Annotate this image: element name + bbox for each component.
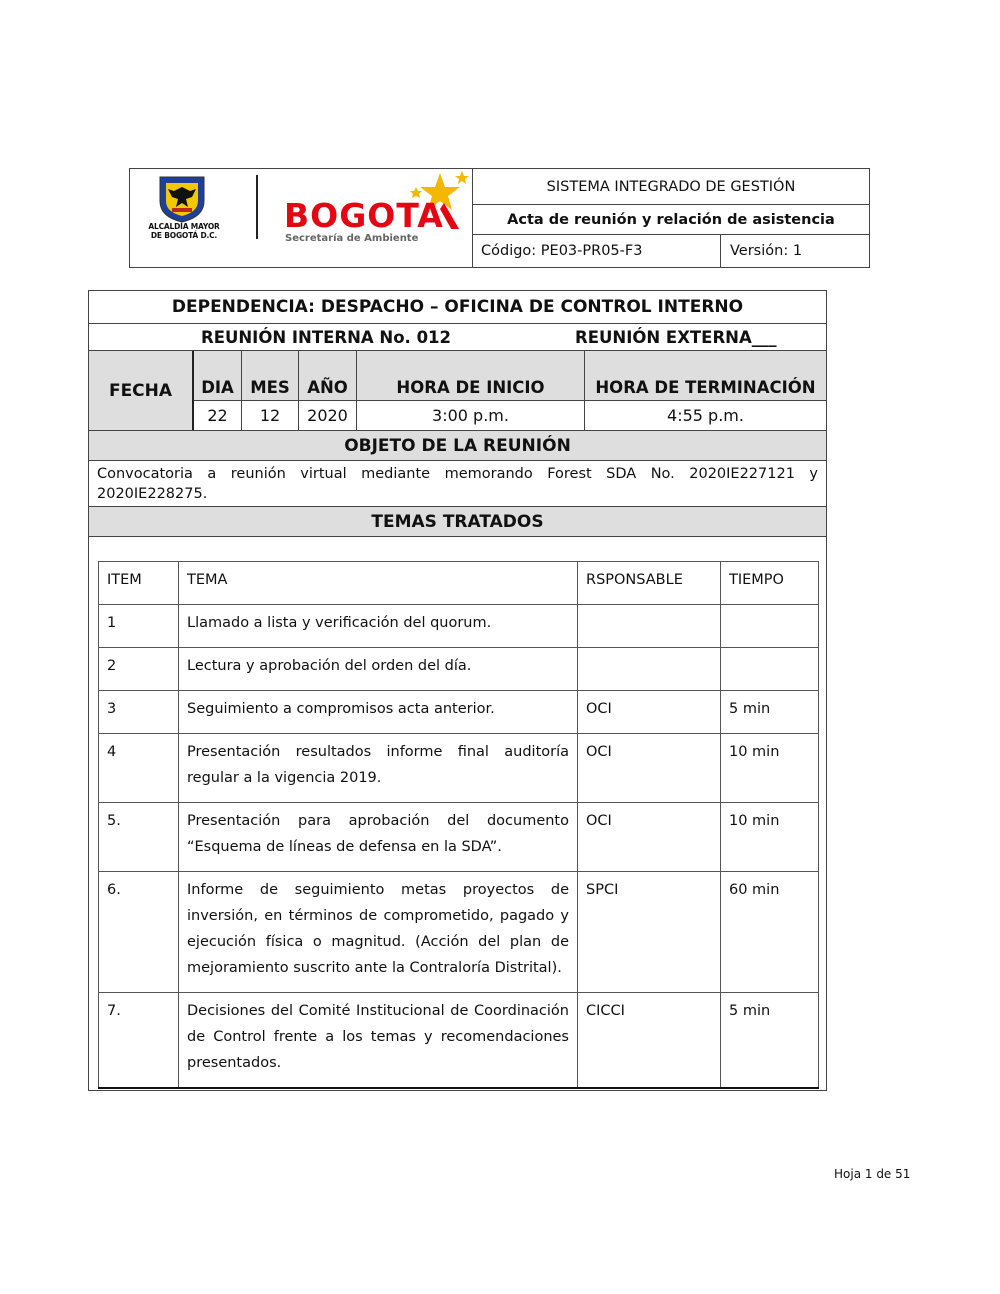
col-tiempo-header: TIEMPO: [721, 562, 819, 605]
ano-header: AÑO: [299, 351, 357, 400]
mes-header: MES: [242, 351, 299, 400]
tiempo-cell: 5 min: [721, 691, 819, 734]
tema-cell: Seguimiento a compromisos acta anterior.: [179, 691, 578, 734]
reunion-externa: REUNIÓN EXTERNA___: [575, 327, 777, 347]
col-item-header: ITEM: [99, 562, 179, 605]
header-info: [473, 169, 869, 267]
tiempo-cell: 60 min: [721, 872, 819, 993]
reunion-row: [89, 324, 826, 351]
dia-value: 22: [194, 401, 242, 430]
alcaldia-logo-text: [136, 223, 232, 240]
page-number: Hoja 1 de 51: [834, 1167, 911, 1181]
ano-value: 2020: [299, 401, 357, 430]
item-cell: 4: [99, 734, 179, 803]
col-tema-header: TEMA: [179, 562, 578, 605]
bogota-coat-of-arms-icon: [154, 175, 210, 223]
temas-title: TEMAS TRATADOS: [89, 507, 826, 537]
secretaria-subtitle: Secretaría de Ambiente: [285, 233, 419, 244]
objeto-line-1: Convocatoria a reunión virtual mediante memorando Forest SDA No. 2020IE227121 y: [97, 466, 818, 482]
tiempo-cell: [721, 605, 819, 648]
responsable-cell: [578, 648, 721, 691]
objeto-text: [89, 461, 826, 507]
item-cell: 6.: [99, 872, 179, 993]
dia-header: DIA: [194, 351, 242, 400]
bogota-brand: BOGOTA: [284, 196, 444, 235]
tema-cell: Llamado a lista y verificación del quorum.: [179, 605, 578, 648]
item-cell: 2: [99, 648, 179, 691]
table-row: [99, 691, 819, 734]
fecha-label: FECHA: [89, 351, 194, 430]
responsable-cell: CICCI: [578, 993, 721, 1089]
fecha-header-row: [194, 351, 826, 401]
objeto-title: OBJETO DE LA REUNIÓN: [89, 431, 826, 461]
responsable-cell: OCI: [578, 734, 721, 803]
tema-cell: Presentación para aprobación del documento “Esquema de líneas de defensa en la SDA”.: [179, 803, 578, 872]
item-cell: 7.: [99, 993, 179, 1089]
form-version: Versión: 1: [730, 243, 803, 259]
responsable-cell: OCI: [578, 691, 721, 734]
logos-cell: [130, 169, 473, 267]
fecha-values-row: [194, 401, 826, 430]
item-cell: 1: [99, 605, 179, 648]
temas-header-row: [99, 562, 819, 605]
responsable-cell: OCI: [578, 803, 721, 872]
system-title: SISTEMA INTEGRADO DE GESTIÓN: [473, 169, 869, 205]
tema-cell: Informe de seguimiento metas proyectos de inversión, en términos de comprometido, pagado y ejecución física o magnitud. (Acción del plan de mejoramiento suscrito ante la Contraloría Distrital).: [179, 872, 578, 993]
item-cell: 3: [99, 691, 179, 734]
form-code: Código: PE03-PR05-F3: [473, 235, 721, 267]
hora-inicio-value: 3:00 p.m.: [357, 401, 585, 430]
code-version-row: [473, 235, 869, 267]
item-cell: 5.: [99, 803, 179, 872]
logo-divider: [256, 175, 258, 239]
reunion-interna: REUNIÓN INTERNA No. 012: [201, 327, 452, 347]
form-title: Acta de reunión y relación de asistencia: [473, 205, 869, 235]
fecha-columns: [194, 351, 826, 430]
tiempo-cell: 10 min: [721, 803, 819, 872]
hora-inicio-header: HORA DE INICIO: [357, 351, 585, 400]
alcaldia-line2: DE BOGOTÁ D.C.: [150, 230, 218, 240]
mes-value: 12: [242, 401, 299, 430]
objeto-line-2: 2020IE228275.: [97, 486, 208, 502]
tiempo-cell: 5 min: [721, 993, 819, 1089]
tiempo-cell: [721, 648, 819, 691]
meeting-record-table: [88, 290, 827, 1091]
temas-table: [98, 561, 819, 1089]
responsable-cell: SPCI: [578, 872, 721, 993]
fecha-block: [89, 351, 826, 431]
document-header: [129, 168, 870, 268]
table-row: [99, 872, 819, 993]
table-row: [99, 648, 819, 691]
responsable-cell: [578, 605, 721, 648]
dependencia-row: DEPENDENCIA: DESPACHO – OFICINA DE CONTROL INTERNO: [89, 291, 826, 324]
col-responsable-header: RSPONSABLE: [578, 562, 721, 605]
table-row: [99, 993, 819, 1089]
hora-fin-value: 4:55 p.m.: [667, 406, 744, 425]
table-row: [99, 734, 819, 803]
tiempo-cell: 10 min: [721, 734, 819, 803]
table-row: [99, 803, 819, 872]
tema-cell: Decisiones del Comité Institucional de Coordinación de Control frente a los temas y recomendaciones presentados.: [179, 993, 578, 1089]
tema-cell: Presentación resultados informe final auditoría regular a la vigencia 2019.: [179, 734, 578, 803]
alcaldia-line1: ALCALDÍA MAYOR: [148, 222, 220, 231]
temas-container: [89, 537, 826, 1090]
tema-cell: Lectura y aprobación del orden del día.: [179, 648, 578, 691]
hora-fin-header: HORA DE TERMINACIÓN: [595, 378, 816, 397]
table-row: [99, 605, 819, 648]
